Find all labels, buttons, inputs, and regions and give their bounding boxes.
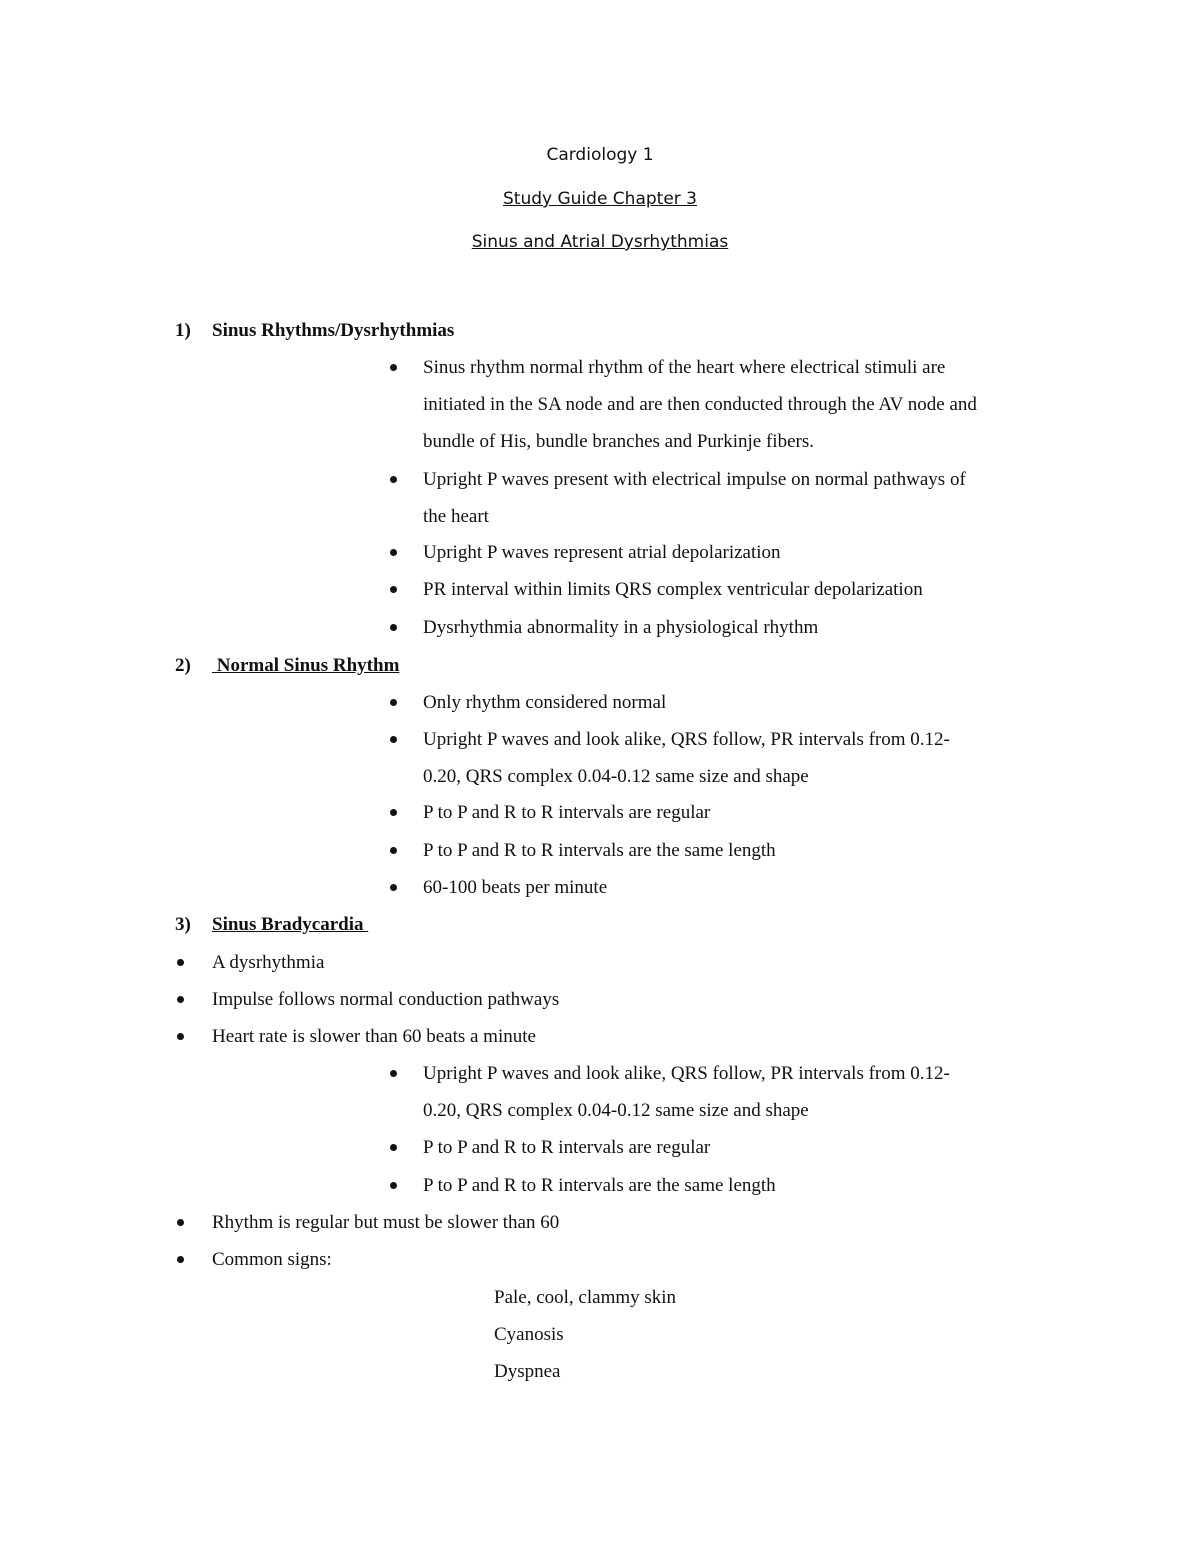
list-item-line: A dysrhythmia	[212, 952, 325, 973]
list-item-line: Heart rate is slower than 60 beats a minute	[212, 1026, 536, 1047]
list-item-line: P to P and R to R intervals are regular	[423, 1137, 711, 1158]
bullet-icon	[390, 884, 397, 891]
section-number: 1)	[175, 320, 191, 341]
bullet-icon	[390, 586, 397, 593]
list-item-line: 0.20, QRS complex 0.04-0.12 same size and shape	[423, 766, 809, 787]
list-item-line: Impulse follows normal conduction pathways	[212, 989, 560, 1010]
list-item-line: Common signs:	[212, 1249, 332, 1270]
sign-item: Pale, cool, clammy skin	[494, 1287, 677, 1308]
document-topic: Sinus and Atrial Dysrhythmias	[471, 232, 729, 252]
bullet-icon	[390, 549, 397, 556]
list-item-line: Sinus rhythm normal rhythm of the heart where electrical stimuli are	[423, 357, 946, 378]
list-item-line: P to P and R to R intervals are the same length	[423, 1175, 776, 1196]
list-item-line: 0.20, QRS complex 0.04-0.12 same size and shape	[423, 1100, 809, 1121]
document-subtitle: Study Guide Chapter 3	[503, 189, 697, 209]
list-item-line: P to P and R to R intervals are the same length	[423, 840, 776, 861]
sign-item: Dyspnea	[494, 1361, 561, 1382]
section-number: 3)	[175, 914, 191, 935]
list-item-line: Upright P waves represent atrial depolarization	[423, 542, 781, 563]
list-item-line: Upright P waves and look alike, QRS follow, PR intervals from 0.12-	[423, 729, 950, 750]
section-title: Sinus Bradycardia	[212, 914, 369, 935]
section-title: Sinus Rhythms/Dysrhythmias	[212, 320, 455, 341]
list-item-line: 60-100 beats per minute	[423, 877, 608, 898]
bullet-icon	[390, 1182, 397, 1189]
sign-item: Cyanosis	[494, 1324, 564, 1345]
list-item-line: Only rhythm considered normal	[423, 692, 667, 713]
bullet-icon	[177, 1219, 184, 1226]
bullet-icon	[390, 736, 397, 743]
bullet-icon	[177, 996, 184, 1003]
bullet-icon	[390, 1144, 397, 1151]
list-item-line: Dysrhythmia abnormality in a physiological rhythm	[423, 617, 819, 638]
list-item-line: PR interval within limits QRS complex ventricular depolarization	[423, 579, 923, 600]
list-item-line: bundle of His, bundle branches and Purkinje fibers.	[423, 431, 814, 452]
list-item-line: Upright P waves and look alike, QRS follow, PR intervals from 0.12-	[423, 1063, 950, 1084]
list-item-line: Rhythm is regular but must be slower than 60	[212, 1212, 560, 1233]
bullet-icon	[177, 1033, 184, 1040]
bullet-icon	[390, 624, 397, 631]
section-title: Normal Sinus Rhythm	[212, 655, 400, 676]
list-item-line: Upright P waves present with electrical impulse on normal pathways of	[423, 469, 966, 490]
section-number: 2)	[175, 655, 191, 676]
document-title: Cardiology 1	[546, 145, 654, 165]
bullet-icon	[390, 847, 397, 854]
list-item-line: P to P and R to R intervals are regular	[423, 802, 711, 823]
bullet-icon	[390, 1070, 397, 1077]
bullet-icon	[390, 364, 397, 371]
bullet-icon	[390, 476, 397, 483]
bullet-icon	[390, 699, 397, 706]
list-item-line: initiated in the SA node and are then conducted through the AV node and	[423, 394, 977, 415]
bullet-icon	[390, 809, 397, 816]
bullet-icon	[177, 1256, 184, 1263]
bullet-icon	[177, 959, 184, 966]
list-item-line: the heart	[423, 506, 489, 527]
